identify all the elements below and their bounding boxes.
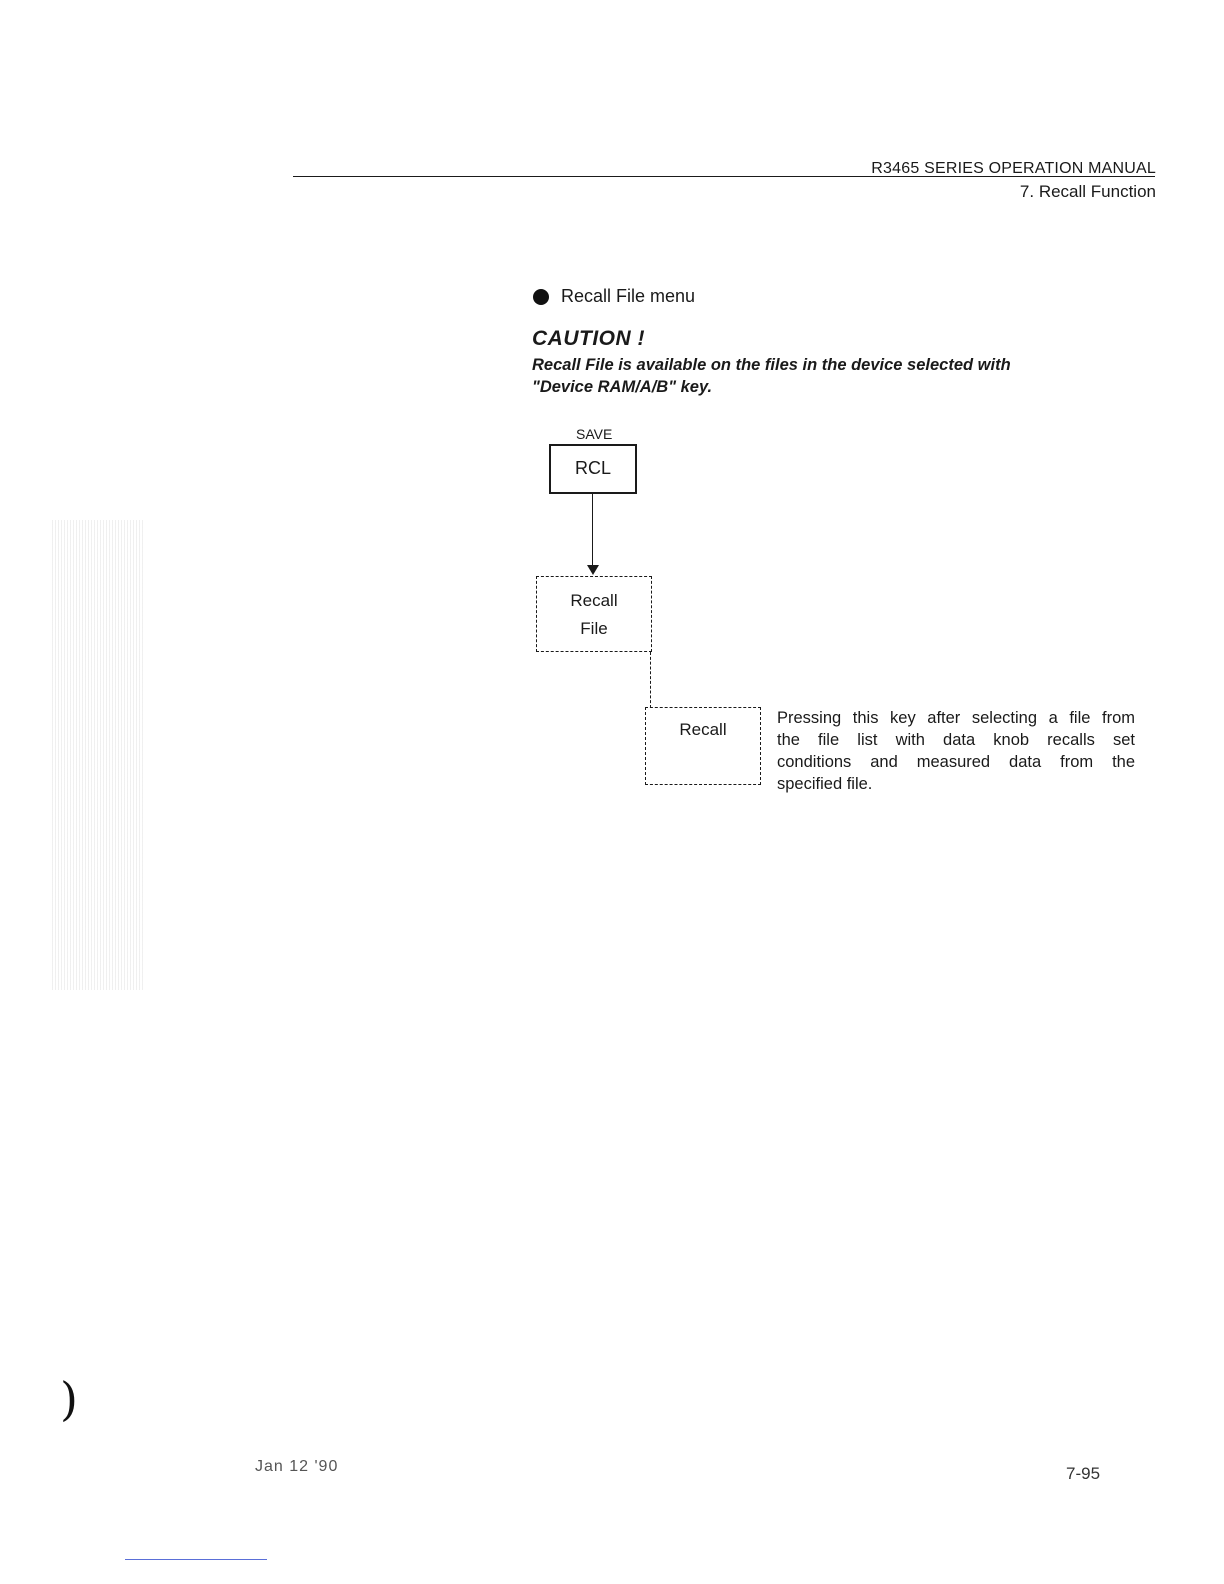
menu-connector — [650, 652, 651, 708]
softkey-label-line: File — [580, 619, 608, 638]
manual-title: R3465 SERIES OPERATION MANUAL — [871, 160, 1156, 177]
recall-description — [777, 707, 1135, 795]
caution-line: Recall File is available on the files in the device selected with — [532, 356, 1011, 374]
header-rule — [293, 176, 1155, 177]
rcl-key — [549, 444, 637, 494]
caution-line: "Device RAM/A/B" key. — [532, 378, 713, 396]
recall-file-softkey — [536, 576, 652, 652]
caution-title: CAUTION ! — [532, 327, 645, 350]
scan-mark: ) — [60, 1372, 78, 1426]
description-line: the file list with data knob recalls set — [777, 731, 1135, 749]
section-title: 7. Recall Function — [1019, 182, 1156, 201]
scan-artifact — [52, 520, 144, 990]
bullet-icon — [533, 289, 549, 305]
arrow-line — [592, 494, 593, 568]
menu-heading: Recall File menu — [561, 286, 696, 306]
footer-date: Jan 12 '90 — [255, 1458, 339, 1475]
description-line: Pressing this key after selecting a file from — [777, 709, 1135, 727]
recall-softkey — [645, 707, 761, 785]
arrow-down-icon — [587, 565, 599, 575]
description-line: specified file. — [777, 775, 873, 793]
save-key-caption: SAVE — [576, 426, 613, 442]
softkey-label-line: Recall — [570, 591, 618, 610]
description-line: conditions and measured data from the — [777, 753, 1135, 771]
caution-text — [532, 354, 1092, 398]
page-number: 7-95 — [1066, 1464, 1101, 1483]
recall-softkey-label: Recall — [679, 720, 727, 739]
rcl-key-label: RCL — [574, 458, 611, 478]
bottom-rule — [125, 1559, 267, 1560]
